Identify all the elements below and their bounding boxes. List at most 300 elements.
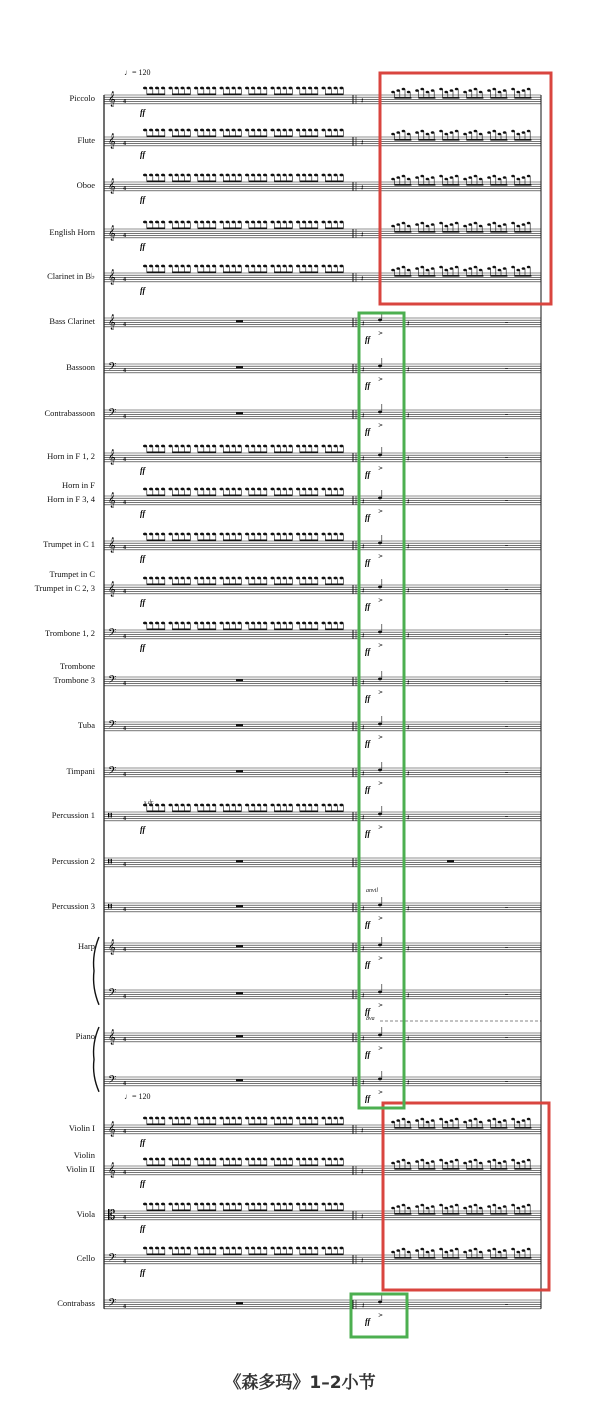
viola-beam	[274, 1210, 293, 1212]
violin-1-note	[415, 1119, 419, 1122]
trombone-12-note	[322, 622, 326, 625]
clarinet-note	[161, 265, 165, 268]
english-horn-note	[212, 221, 216, 224]
violin-1-note	[492, 1118, 496, 1121]
violin-2-note	[474, 1159, 478, 1162]
oboe-beam	[223, 181, 242, 183]
oboe-beam	[394, 184, 411, 186]
trumpet-23-note	[169, 577, 173, 580]
violin-1-note	[314, 1117, 318, 1120]
english-horn-note	[450, 223, 454, 226]
trumpet-1-note	[322, 533, 326, 536]
percussion-1-beam	[274, 811, 293, 813]
violin-2-note	[522, 1160, 526, 1163]
piccolo-beam	[274, 94, 293, 96]
piccolo-note	[439, 88, 443, 91]
viola-note	[474, 1204, 478, 1207]
flute-beam	[394, 139, 411, 141]
piccolo-note	[503, 89, 507, 92]
horn-34-note	[161, 488, 165, 491]
oboe-note	[251, 174, 255, 177]
percussion-1-note	[181, 804, 185, 807]
contrabass-clef: 𝄢	[108, 1297, 117, 1312]
violin-1-note	[296, 1117, 300, 1120]
bass-clarinet-time-signature: 4	[123, 322, 126, 328]
english-horn-note	[431, 223, 435, 226]
viola-note	[334, 1203, 338, 1206]
piccolo-clef: 𝄞	[108, 92, 116, 107]
percussion-1-note	[212, 804, 216, 807]
piccolo-note	[200, 87, 204, 90]
violin-2-note	[340, 1158, 344, 1161]
cello-note	[296, 1247, 300, 1250]
horn-34-note	[296, 488, 300, 491]
cello-beam	[147, 1254, 166, 1256]
trumpet-1-beam	[300, 540, 319, 542]
percussion-1-note	[308, 804, 312, 807]
tuba-accent: >	[378, 734, 384, 741]
percussion-3-rest: 𝄼	[505, 904, 509, 913]
violin-1-note	[444, 1121, 448, 1124]
instrument-label: Oboe	[76, 180, 95, 190]
english-horn-note	[161, 221, 165, 224]
horn-34-note	[155, 488, 159, 491]
tuba-rest: 𝄽	[407, 723, 410, 732]
horn-34-note	[194, 488, 198, 491]
group-label: Trumpet in C	[49, 569, 95, 579]
flute-note	[474, 130, 478, 133]
trumpet-1-note	[187, 533, 191, 536]
bass-clarinet-clef: 𝄞	[108, 315, 116, 330]
viola-note	[391, 1207, 395, 1210]
percussion-1-dynamic: ff	[140, 825, 146, 834]
violin-1-note	[391, 1121, 395, 1124]
piccolo-note	[415, 89, 419, 92]
horn-12-note	[175, 445, 179, 448]
violin-1-note	[175, 1117, 179, 1120]
violin-1-note	[226, 1117, 230, 1120]
trumpet-23-note	[277, 577, 281, 580]
cello-note	[226, 1247, 230, 1250]
trombone-12-note	[283, 622, 287, 625]
oboe-beam	[300, 181, 319, 183]
tempo-mark: ♩= 120	[124, 68, 151, 77]
trombone-12-beam	[249, 629, 268, 631]
percussion-1-rest: 𝄽	[362, 813, 365, 822]
clarinet-note	[143, 265, 147, 268]
harp-upper-whole-rest	[236, 945, 243, 947]
piano-lower-time-signature: 4	[123, 1081, 126, 1087]
oboe-dynamic: ff	[140, 195, 146, 204]
piccolo-beam	[198, 94, 217, 96]
horn-34-note	[175, 488, 179, 491]
oboe-note	[277, 174, 281, 177]
viola-note	[396, 1205, 400, 1208]
viola-note	[498, 1207, 502, 1210]
violin-2-note	[492, 1159, 496, 1162]
trombone-12-note	[169, 622, 173, 625]
flute-note	[396, 131, 400, 134]
violin-1-beam	[442, 1127, 459, 1129]
trombone-12-note	[334, 622, 338, 625]
violin-1-note	[271, 1117, 275, 1120]
violin-1-rest: 𝄽	[361, 1126, 364, 1135]
horn-34-time-signature: 4	[123, 500, 126, 506]
english-horn-note	[169, 221, 173, 224]
percussion-3-accent: >	[378, 915, 384, 922]
piano-upper-hit-note	[378, 1034, 382, 1037]
trumpet-23-note	[308, 577, 312, 580]
instrument-label: Horn in F 1, 2	[47, 451, 95, 461]
violin-2-note	[426, 1162, 430, 1165]
flute-note	[238, 129, 242, 132]
piccolo-note	[161, 87, 165, 90]
percussion-1-note	[277, 804, 281, 807]
horn-34-note	[212, 488, 216, 491]
percussion-1-note	[200, 804, 204, 807]
percussion-3-hit-note	[378, 904, 382, 907]
clarinet-note	[181, 265, 185, 268]
piccolo-note	[220, 87, 224, 90]
piccolo-note	[169, 87, 173, 90]
percussion-1-beam	[223, 811, 242, 813]
clarinet-note	[340, 265, 344, 268]
trumpet-1-note	[200, 533, 204, 536]
trumpet-23-note	[245, 577, 249, 580]
trombone-12-note	[155, 622, 159, 625]
percussion-2-whole-rest	[236, 860, 243, 862]
viola-note	[200, 1203, 204, 1206]
viola-note	[187, 1203, 191, 1206]
cello-note	[238, 1247, 242, 1250]
oboe-note	[516, 178, 520, 181]
tuba-whole-rest	[236, 724, 243, 726]
piccolo-note	[302, 87, 306, 90]
cello-note	[328, 1247, 332, 1250]
instrument-label: Contrabass	[57, 1298, 95, 1308]
viola-note	[511, 1204, 515, 1207]
cello-note	[334, 1247, 338, 1250]
violin-2-note	[149, 1158, 153, 1161]
clarinet-note	[426, 269, 430, 272]
horn-34-note	[340, 488, 344, 491]
cello-beam	[274, 1254, 293, 1256]
harp-lower-hit-note	[378, 991, 382, 994]
violin-1-note	[169, 1117, 173, 1120]
piccolo-note	[257, 87, 261, 90]
bassoon-rest: 𝄽	[362, 365, 365, 374]
strings-melody-highlight	[383, 1103, 549, 1290]
oboe-beam	[442, 184, 459, 186]
viola-beam	[394, 1213, 411, 1215]
harp-upper-rest: 𝄼	[505, 944, 509, 953]
cello-note	[463, 1251, 467, 1254]
horn-12-dynamic: ff	[140, 466, 146, 475]
piccolo-note	[271, 87, 275, 90]
trumpet-1-note	[257, 533, 261, 536]
oboe-note	[169, 174, 173, 177]
trumpet-23-note	[271, 577, 275, 580]
violin-2-note	[271, 1158, 275, 1161]
piccolo-note	[175, 87, 179, 90]
piccolo-note	[450, 89, 454, 92]
instrument-label: Flute	[77, 135, 95, 145]
cello-note	[487, 1249, 491, 1252]
violin-2-beam	[274, 1165, 293, 1167]
viola-note	[181, 1203, 185, 1206]
harp-upper-clef: 𝄞	[108, 940, 116, 955]
viola-note	[226, 1203, 230, 1206]
percussion-1-note	[226, 804, 230, 807]
violin-1-beam	[198, 1124, 217, 1126]
piccolo-note	[206, 87, 210, 90]
piano-lower-rest: 𝄼	[505, 1078, 509, 1087]
violin-1-note	[431, 1119, 435, 1122]
flute-note	[314, 129, 318, 132]
english-horn-note	[396, 223, 400, 226]
horn-34-beam	[147, 495, 166, 497]
trombone-12-note	[251, 622, 255, 625]
cello-note	[492, 1248, 496, 1251]
violin-2-note	[455, 1159, 459, 1162]
flute-note	[511, 130, 515, 133]
oboe-note	[212, 174, 216, 177]
violin-1-note	[468, 1119, 472, 1122]
violin-1-note	[479, 1121, 483, 1124]
oboe-note	[511, 175, 515, 178]
piccolo-beam	[394, 97, 411, 99]
trombone-12-note	[143, 622, 147, 625]
violin-2-beam	[418, 1168, 435, 1170]
clarinet-beam	[325, 272, 344, 274]
violin-2-note	[161, 1158, 165, 1161]
oboe-note	[474, 175, 478, 178]
viola-beam	[223, 1210, 242, 1212]
flute-note	[245, 129, 249, 132]
flute-beam	[249, 136, 268, 138]
english-horn-note	[340, 221, 344, 224]
trumpet-23-note	[296, 577, 300, 580]
piccolo-note	[277, 87, 281, 90]
cello-beam	[300, 1254, 319, 1256]
trombone-12-beam	[325, 629, 344, 631]
piano-lower-accent: >	[378, 1089, 384, 1096]
horn-12-note	[271, 445, 275, 448]
horn-34-note	[308, 488, 312, 491]
trumpet-1-note	[340, 533, 344, 536]
oboe-beam	[147, 181, 166, 183]
percussion-2-clef: 𝄥	[108, 855, 112, 870]
piccolo-beam	[490, 97, 507, 99]
oboe-note	[391, 178, 395, 181]
trumpet-1-note	[277, 533, 281, 536]
piccolo-note	[340, 87, 344, 90]
clarinet-note	[468, 267, 472, 270]
cello-note	[479, 1251, 483, 1254]
clarinet-rest: 𝄽	[361, 274, 364, 283]
trumpet-23-accent: >	[378, 597, 384, 604]
flute-note	[487, 131, 491, 134]
trombone-3-time-signature: 4	[123, 681, 126, 687]
trumpet-23-rest: 𝄼	[505, 586, 509, 595]
english-horn-time-signature: 4	[123, 233, 126, 239]
clarinet-note	[314, 265, 318, 268]
trumpet-1-note	[251, 533, 255, 536]
flute-beam	[466, 139, 483, 141]
piccolo-note	[522, 89, 526, 92]
trumpet-23-note	[328, 577, 332, 580]
harp-lower-time-signature: 4	[123, 994, 126, 1000]
violin-2-note	[257, 1158, 261, 1161]
horn-12-note	[308, 445, 312, 448]
viola-note	[516, 1207, 520, 1210]
trumpet-23-beam	[274, 584, 293, 586]
cello-beam	[223, 1254, 242, 1256]
trombone-3-rest: 𝄼	[505, 678, 509, 687]
flute-note	[328, 129, 332, 132]
percussion-3-rest: 𝄽	[362, 904, 365, 913]
violin-1-note	[407, 1121, 411, 1124]
violin-1-note	[302, 1117, 306, 1120]
horn-34-beam	[249, 495, 268, 497]
trumpet-23-note	[283, 577, 287, 580]
oboe-beam	[172, 181, 191, 183]
trumpet-1-note	[308, 533, 312, 536]
trumpet-1-note	[194, 533, 198, 536]
percussion-1-beam	[172, 811, 191, 813]
harp-lower-accent: >	[378, 1002, 384, 1009]
horn-12-note	[251, 445, 255, 448]
viola-note	[439, 1204, 443, 1207]
viola-beam	[442, 1213, 459, 1215]
piano-upper-rest: 𝄽	[407, 1034, 410, 1043]
trumpet-23-note	[238, 577, 242, 580]
trumpet-1-beam	[223, 540, 242, 542]
trumpet-23-note	[322, 577, 326, 580]
trumpet-1-note	[161, 533, 165, 536]
piccolo-note	[463, 91, 467, 94]
horn-12-note	[289, 445, 293, 448]
flute-note	[340, 129, 344, 132]
trumpet-1-beam	[249, 540, 268, 542]
horn-12-beam	[325, 452, 344, 454]
horn-12-note	[143, 445, 147, 448]
horn-34-note	[277, 488, 281, 491]
percussion-3-dynamic: ff	[365, 920, 371, 929]
violin-2-note	[232, 1158, 236, 1161]
flute-note	[439, 130, 443, 133]
bassoon-rest: 𝄼	[505, 365, 509, 374]
violin-2-beam	[198, 1165, 217, 1167]
flute-note	[426, 133, 430, 136]
english-horn-beam	[394, 231, 411, 233]
percussion-1-time-signature: 4	[123, 816, 126, 822]
cello-dynamic: ff	[140, 1268, 146, 1277]
trumpet-1-note	[296, 533, 300, 536]
trumpet-23-note	[181, 577, 185, 580]
percussion-1-note	[340, 804, 344, 807]
flute-note	[187, 129, 191, 132]
english-horn-note	[407, 225, 411, 228]
english-horn-note	[308, 221, 312, 224]
harp-upper-accent: >	[378, 955, 384, 962]
trumpet-23-beam	[325, 584, 344, 586]
flute-note	[149, 129, 153, 132]
flute-note	[334, 129, 338, 132]
clarinet-beam	[300, 272, 319, 274]
tuba-rest: 𝄼	[505, 723, 509, 732]
trombone-3-hit-note	[378, 678, 382, 681]
instrument-label: Trumpet in C 2, 3	[34, 583, 95, 593]
instrument-label: Violin II	[66, 1164, 95, 1174]
english-horn-beam	[466, 231, 483, 233]
trumpet-23-time-signature: 4	[123, 589, 126, 595]
horn-34-accent: >	[378, 508, 384, 515]
violin-2-beam	[172, 1165, 191, 1167]
violin-1-note	[245, 1117, 249, 1120]
english-horn-beam	[325, 228, 344, 230]
flute-note	[143, 129, 147, 132]
violin-1-note	[450, 1119, 454, 1122]
trombone-12-note	[220, 622, 224, 625]
cello-beam	[198, 1254, 217, 1256]
oboe-beam	[514, 184, 531, 186]
oboe-note	[522, 176, 526, 179]
trombone-12-note	[296, 622, 300, 625]
piccolo-note	[396, 89, 400, 92]
violin-2-note	[187, 1158, 191, 1161]
trombone-3-accent: >	[378, 689, 384, 696]
group-label: Violin	[73, 1150, 95, 1160]
horn-12-note	[322, 445, 326, 448]
english-horn-note	[149, 221, 153, 224]
piccolo-note	[155, 87, 159, 90]
clarinet-beam	[147, 272, 166, 274]
cello-note	[283, 1247, 287, 1250]
piccolo-note	[431, 89, 435, 92]
flute-note	[277, 129, 281, 132]
violin-2-note	[226, 1158, 230, 1161]
percussion-1-note	[302, 804, 306, 807]
cello-note	[194, 1247, 198, 1250]
english-horn-note	[444, 225, 448, 228]
instrument-label: Horn in F 3, 4	[47, 494, 95, 504]
violin-2-note	[308, 1158, 312, 1161]
violin-2-note	[420, 1159, 424, 1162]
violin-1-beam	[514, 1127, 531, 1129]
contrabassoon-dynamic: ff	[365, 427, 371, 436]
clarinet-note	[263, 265, 267, 268]
trumpet-23-note	[187, 577, 191, 580]
horn-12-note	[334, 445, 338, 448]
percussion-2-time-signature: 4	[123, 862, 126, 868]
english-horn-beam	[418, 231, 435, 233]
trumpet-1-accent: >	[378, 553, 384, 560]
horn-34-note	[169, 488, 173, 491]
instrument-label: Contrabassoon	[44, 408, 95, 418]
horn-12-note	[263, 445, 267, 448]
contrabass-rest: 𝄽	[362, 1301, 365, 1310]
contrabass-rest: 𝄽	[407, 1301, 410, 1310]
trombone-12-note	[175, 622, 179, 625]
english-horn-note	[492, 222, 496, 225]
viola-note	[407, 1207, 411, 1210]
english-horn-beam	[172, 228, 191, 230]
horn-34-note	[302, 488, 306, 491]
violin-1-beam	[249, 1124, 268, 1126]
flute-note	[455, 130, 459, 133]
oboe-note	[238, 174, 242, 177]
